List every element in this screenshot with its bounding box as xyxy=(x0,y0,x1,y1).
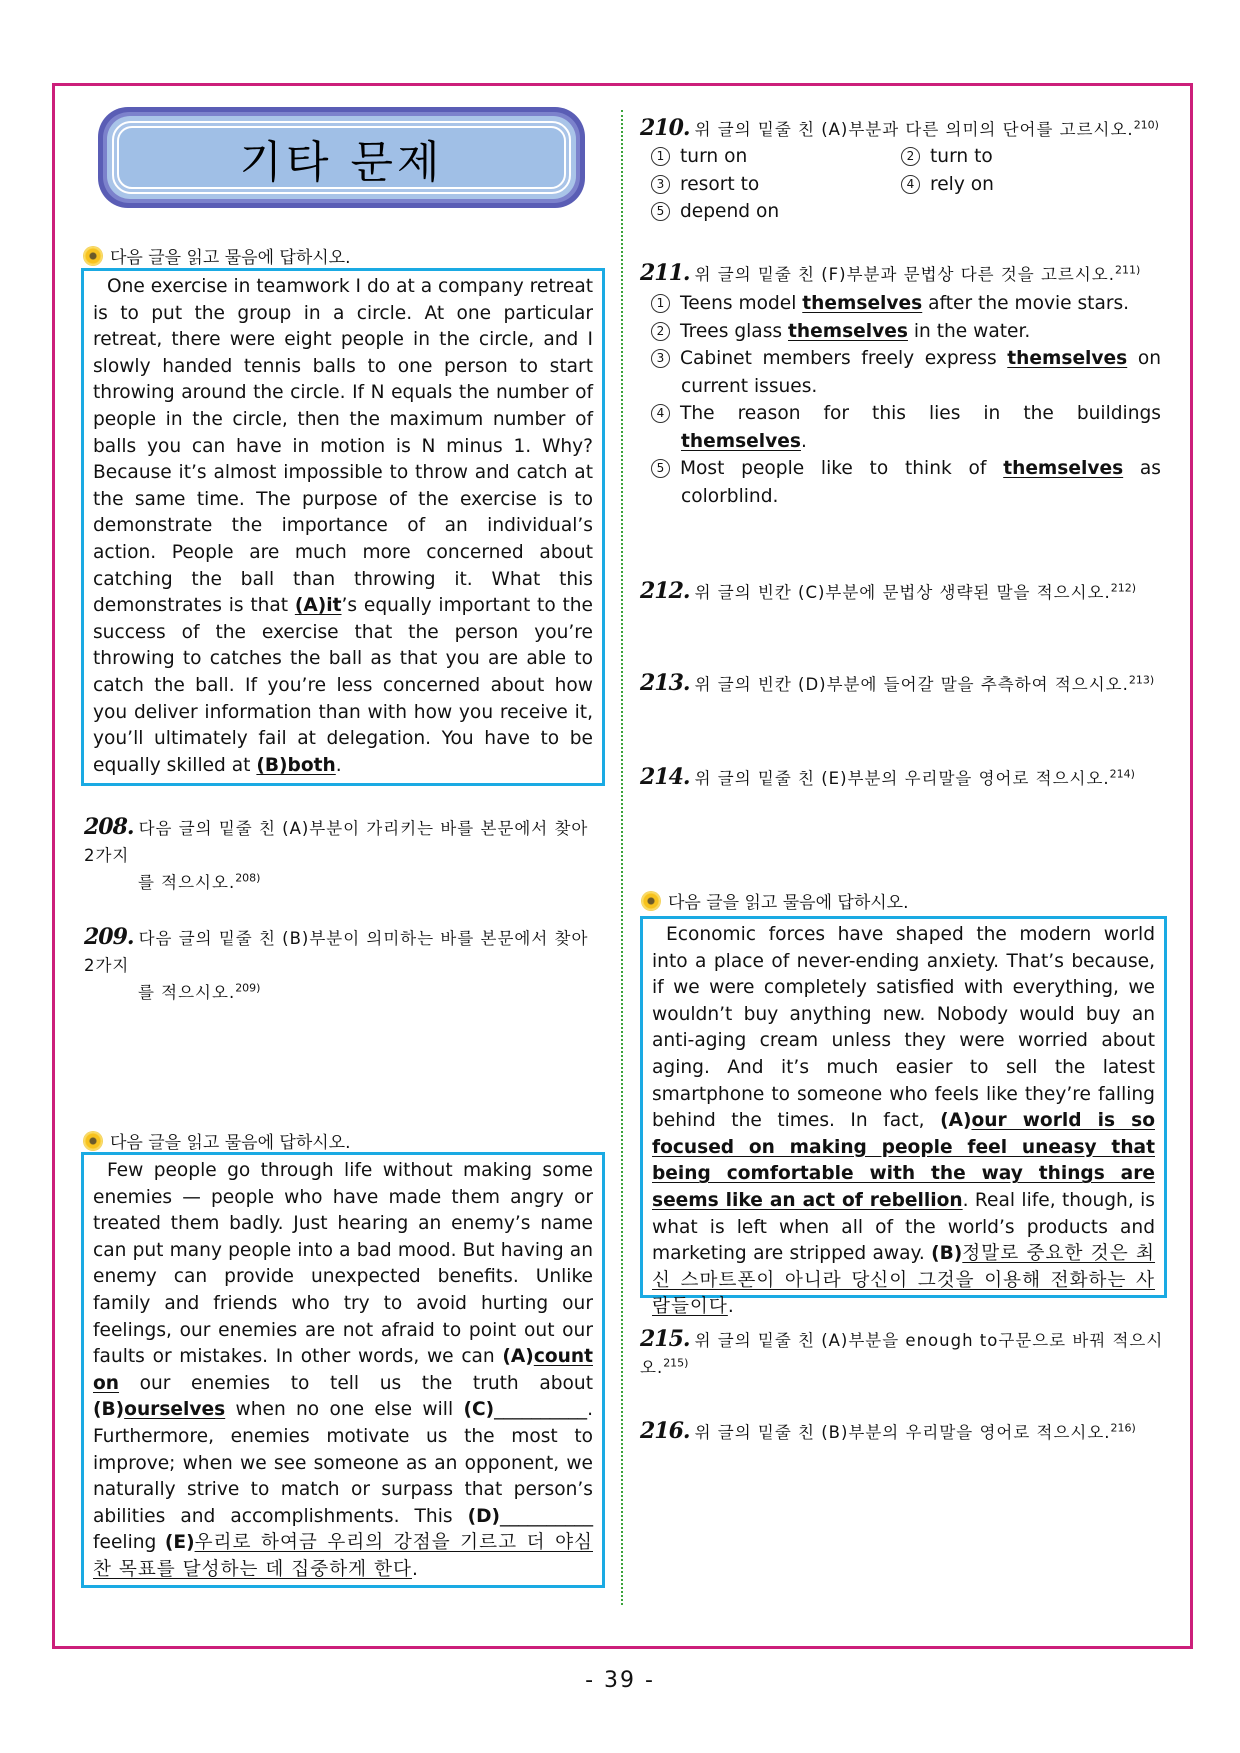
question-216: 216. 위 글의 밑줄 친 (B)부분의 우리말을 영어로 적으시오.$^{216)}$ xyxy=(640,1418,1136,1444)
passage-box-2 xyxy=(81,1152,605,1588)
instruction-3 xyxy=(642,888,909,913)
question-215: 215. 위 글의 밑줄 친 (A)부분을 enough to구문으로 바꿔 적으시오.$^{215)}$ xyxy=(640,1326,1164,1377)
underline-a: our world is so focused on making people feel uneasy that being comfortable with the way things are seems like an act of rebellion xyxy=(652,1110,1155,1211)
option-3[interactable]: 3 Cabinet members freely express themselves on current issues. xyxy=(651,345,1161,400)
underline-a: count on xyxy=(93,1346,593,1394)
question-209: 209. 다음 글의 밑줄 친 (B)부분이 의미하는 바를 본문에서 찾아 2가지 를 적으시오.$^{209)}$ xyxy=(84,924,589,1002)
option-2[interactable]: 2 Trees glass themselves in the water. xyxy=(651,318,1161,346)
passage-box-1 xyxy=(81,268,605,786)
option-2[interactable]: 2 turn to xyxy=(901,143,1151,171)
underline-b: 정말로 중요한 것은 최신 스마트폰이 아니라 당신이 그것을 이용해 전화하는 사람들이다 xyxy=(652,1243,1156,1318)
flower-icon xyxy=(84,247,102,265)
question-213: 213. 위 글의 빈칸 (D)부분에 들어갈 말을 추측하여 적으시오.$^{213)}$ xyxy=(640,670,1155,696)
passage-box-3 xyxy=(640,916,1167,1318)
flower-icon xyxy=(642,892,660,910)
option-4[interactable]: 4 The reason for this lies in the buildings themselves. xyxy=(651,400,1161,455)
instruction-text: 다음 글을 읽고 물음에 답하시오. xyxy=(668,893,909,913)
underline-b: ourselves xyxy=(124,1399,226,1421)
question-210: 210. 위 글의 밑줄 친 (A)부분과 다른 의미의 단어를 고르시오.$^{210)}$ xyxy=(640,115,1159,141)
underline-e: 우리로 하여금 우리의 강점을 기르고 더 야심찬 목표를 달성하는 데 집중하게 한다 xyxy=(93,1532,593,1580)
flower-icon xyxy=(84,1132,102,1150)
instruction-2 xyxy=(84,1128,351,1153)
section-title: 기타 문제 xyxy=(239,136,444,188)
option-5[interactable]: 5 depend on xyxy=(651,198,901,226)
question-208: 208. 다음 글의 밑줄 친 (A)부분이 가리키는 바를 본문에서 찾아 2가지 를 적으시오.$^{208)}$ xyxy=(84,814,589,892)
instruction-text: 다음 글을 읽고 물음에 답하시오. xyxy=(110,248,351,268)
underline-a: (A)it xyxy=(294,595,342,617)
passage-3-text: Economic forces have shaped the modern world into a place of never-ending anxiety. That’s because, if we were completely satisfied with everything, we wouldn’t buy anything new. Nobody would buy an anti-aging cream unless they were worried about aging. And it’s much easier to sell the latest smartphone to someone who feels like they’re falling behind the times. In fact, (A)our world is so focused on making people feel uneasy that being comfortable with the way things are seems like an act of rebellion. Real life, though, is what is left when all of the world’s products and marketing are stripped away. (B)정말로 중요한 것은 최신 스마트폰이 아니라 당신이 그것을 이용해 전화하는 사람들이다. xyxy=(652,924,1156,1318)
option-5[interactable]: 5 Most people like to think of themselves as colorblind. xyxy=(651,455,1161,510)
instruction-text: 다음 글을 읽고 물음에 답하시오. xyxy=(110,1133,351,1153)
page-number: - 39 - xyxy=(585,1668,655,1693)
question-214: 214. 위 글의 밑줄 친 (E)부분의 우리말을 영어로 적으시오.$^{214)}$ xyxy=(640,764,1135,790)
option-1[interactable]: 1 Teens model themselves after the movie stars. xyxy=(651,290,1161,318)
question-210-options xyxy=(651,143,1181,226)
passage-1-text: One exercise in teamwork I do at a company retreat is to put the group in a circle. At one particular retreat, there were eight people in the circle, and I slowly handed tennis balls to one person to start throwing around the circle. If N equals the number of people in the circle, then the maximum number of balls you can have in motion is N minus 1. Why? Because it’s almost impossible to throw and catch at the same time. The purpose of the exercise is to demonstrate the importance of an individual’s action. People are much more concerned about catching the ball than throwing it. What this demonstrates is that (A)it’s equally important to the success of the exercise that the person you’re throwing to catches the ball as that you are able to catch the ball. If you’re less concerned about how you deliver information than with how you receive it, you’ll ultimately fail at delegation. You have to be equally skilled at (B)both. xyxy=(93,276,593,776)
underline-b: (B)both xyxy=(256,754,336,776)
question-211: 211. 위 글의 밑줄 친 (F)부분과 문법상 다른 것을 고르시오.$^{211)}$ xyxy=(640,260,1141,286)
instruction-1 xyxy=(84,243,351,268)
blank-c: __________ xyxy=(494,1399,588,1421)
section-title-badge xyxy=(98,107,585,208)
option-4[interactable]: 4 rely on xyxy=(901,171,1151,199)
option-1[interactable]: 1 turn on xyxy=(651,143,901,171)
blank-d: __________ xyxy=(500,1505,593,1527)
question-211-options xyxy=(651,290,1161,510)
option-3[interactable]: 3 resort to xyxy=(651,171,901,199)
column-divider xyxy=(621,110,623,1605)
passage-2-text: Few people go through life without making some enemies — people who have made them angry or treated them badly. Just hearing an enemy’s name can put many people into a bad mood. But having an enemy can provide unexpected benefits. Unlike family and friends who try to avoid hurting our feelings, our enemies are not afraid to point out our faults or mistakes. In other words, we can (A)count on our enemies to tell us the truth about (B)ourselves when no one else will (C)__________. Furthermore, enemies motivate us the most to improve; when we see someone as an opponent, we naturally strive to match or surpass that person’s abilities and accomplishments. This (D)__________ feeling (E)우리로 하여금 우리의 강점을 기르고 더 야심찬 목표를 달성하는 데 집중하게 한다. xyxy=(93,1160,593,1580)
question-212: 212. 위 글의 빈칸 (C)부분에 문법상 생략된 말을 적으시오.$^{212)}$ xyxy=(640,578,1137,604)
